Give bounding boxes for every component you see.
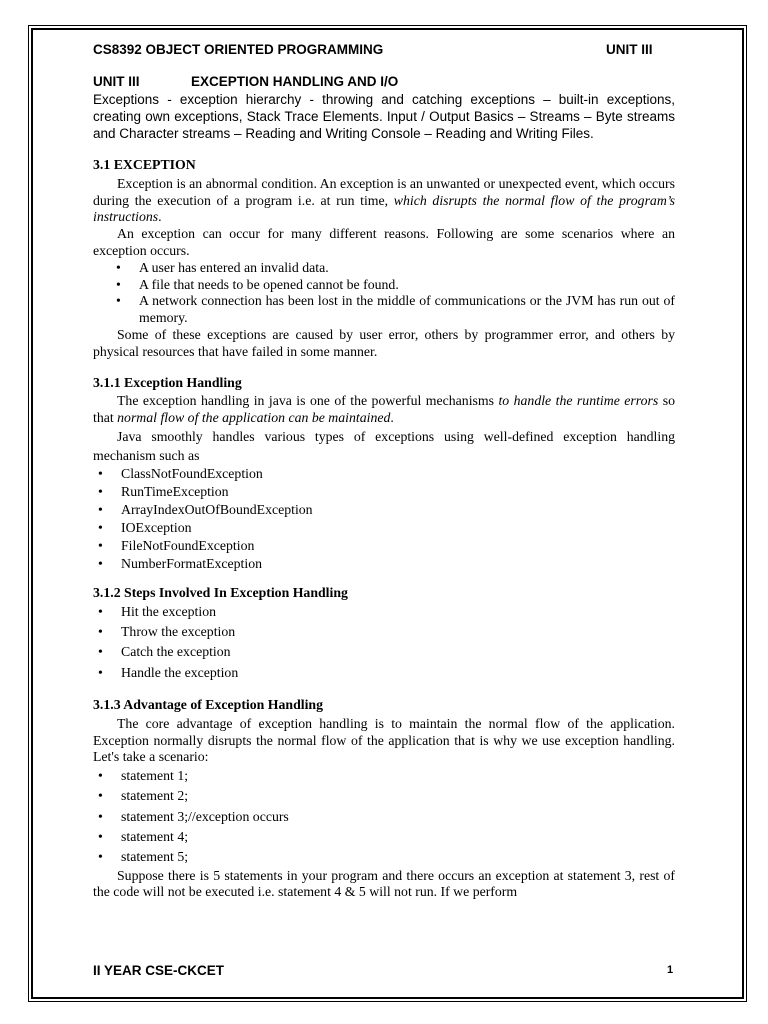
section-title-3-1-3: 3.1.3 Advantage of Exception Handling	[93, 696, 323, 712]
list-item: • A user has entered an invalid data.	[93, 260, 675, 277]
list-item: • RunTimeException	[93, 483, 675, 501]
section-title-3-1-1: 3.1.1 Exception Handling	[93, 374, 242, 390]
section-title-3-1-2: 3.1.2 Steps Involved In Exception Handling	[93, 584, 348, 600]
paragraph: Some of these exceptions are caused by user error, others by programmer error, and others by physical resources that have failed in some manner.	[93, 326, 675, 359]
section-title-3-1: 3.1 EXCEPTION	[93, 157, 196, 172]
bullet-list	[93, 602, 675, 683]
bullet-list	[93, 260, 675, 327]
header-unit: UNIT III	[606, 42, 653, 57]
paragraph: Java smoothly handles various types of exceptions using well-defined exception handling mechanism such as	[93, 428, 675, 463]
unit-heading-title: EXCEPTION HANDLING AND I/O	[191, 74, 399, 89]
page-number: 1	[667, 964, 674, 976]
footer-label: II YEAR CSE-CKCET	[93, 963, 225, 978]
list-item: • A file that needs to be opened cannot be found.	[93, 277, 675, 294]
list-item: • Catch the exception	[93, 642, 675, 662]
paragraph: Suppose there is 5 statements in your program and there occurs an exception at statement 3, rest of the code will not be executed i.e. statement 4 & 5 will not run. If we perform	[93, 867, 675, 900]
main-content	[93, 157, 675, 901]
list-item: • Hit the exception	[93, 602, 675, 622]
list-item: • ClassNotFoundException	[93, 465, 675, 483]
list-item: • statement 3;//exception occurs	[93, 807, 675, 827]
paragraph: An exception can occur for many different reasons. Following are some scenarios where an exception occurs.	[93, 226, 675, 258]
paragraph: The core advantage of exception handling is to maintain the normal flow of the application. Exception normally disrupts the normal flow of the application that is why we use exception handling. Let's take a scenario:	[93, 715, 675, 765]
bullet-list	[93, 465, 675, 573]
header-course: CS8392 OBJECT ORIENTED PROGRAMMING	[93, 42, 384, 57]
list-item: • Throw the exception	[93, 622, 675, 642]
list-item: • IOException	[93, 519, 675, 537]
list-item: • statement 4;	[93, 827, 675, 847]
paragraph: Exception is an abnormal condition. An exception is an unwanted or unexpected event, which occurs during the execution of a program i.e. at run time, which disrupts the normal flow of the program’s instructions.	[93, 175, 675, 225]
bullet-list	[93, 766, 675, 867]
list-item: • NumberFormatException	[93, 555, 675, 573]
unit-heading-unit: UNIT III	[93, 74, 140, 89]
list-item: • Handle the exception	[93, 663, 675, 683]
list-item: • statement 5;	[93, 847, 675, 867]
list-item: • statement 2;	[93, 786, 675, 806]
unit-heading	[93, 74, 398, 89]
list-item: • A network connection has been lost in the middle of communications or the JVM has run out of memory.	[93, 293, 675, 327]
list-item: • FileNotFoundException	[93, 537, 675, 555]
unit-overview: Exceptions - exception hierarchy - throwing and catching exceptions – built-in exceptions, creating own exceptions, Stack Trace Elements. Input / Output Basics – Streams – Byte streams and Character streams – Reading and Writing Console – Reading and Writing Files.	[93, 92, 675, 141]
list-item: • statement 1;	[93, 766, 675, 786]
list-item: • ArrayIndexOutOfBoundException	[93, 501, 675, 519]
paragraph: The exception handling in java is one of the powerful mechanisms to handle the runtime errors so that normal flow of the application can be maintained.	[93, 393, 675, 426]
